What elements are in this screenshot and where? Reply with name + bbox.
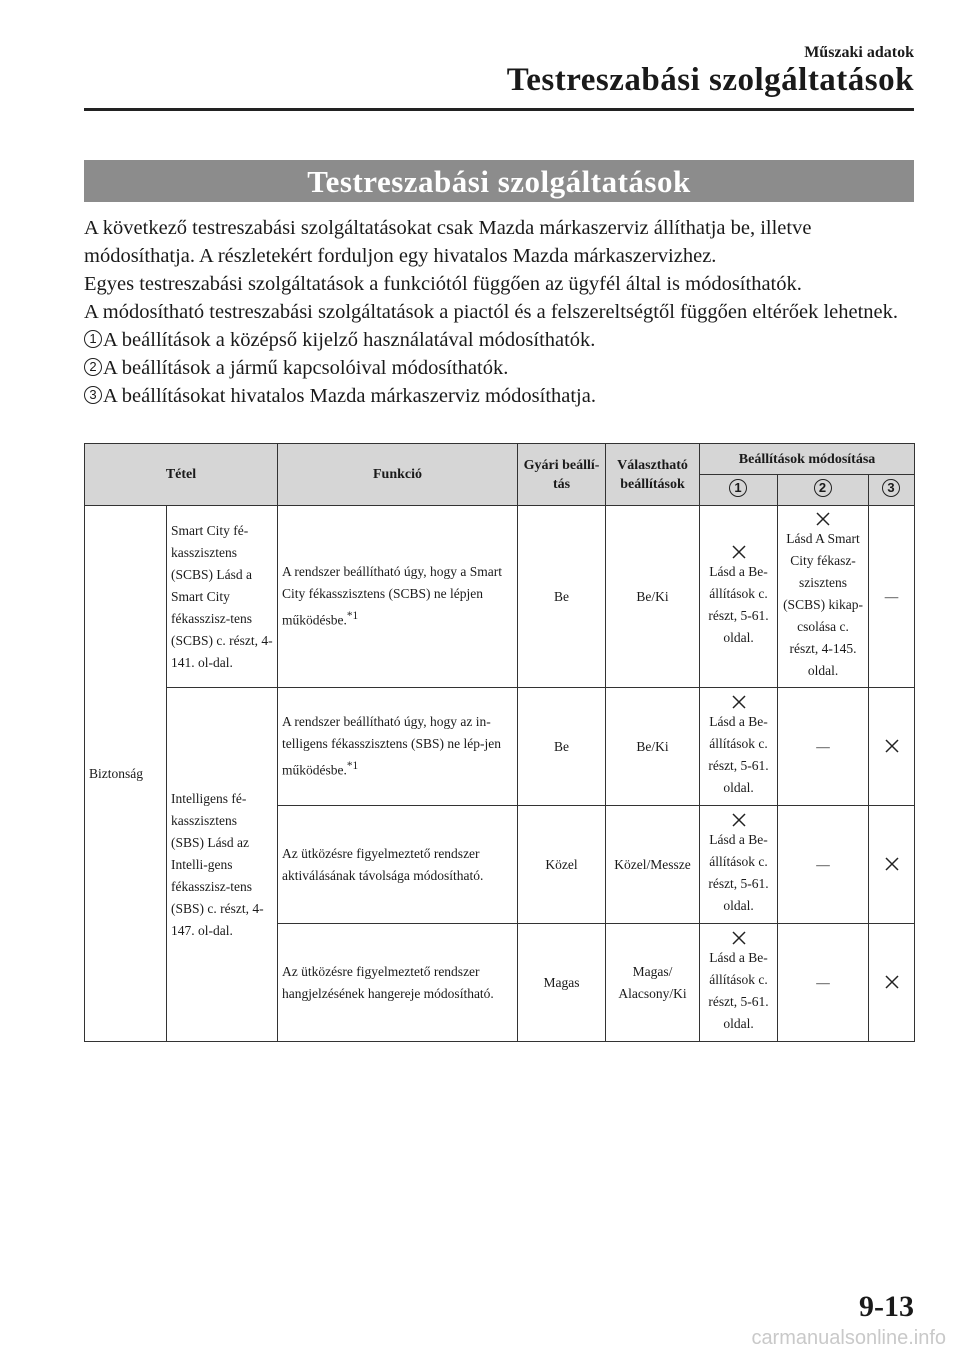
page-number: 9-13 <box>859 1290 914 1323</box>
legend-text: A beállítások a jármű kapcsolóival módosíthatók. <box>103 357 509 379</box>
cross-icon <box>732 695 746 709</box>
selectable-cell: Be/Ki <box>606 506 700 688</box>
legend-item-2 <box>84 354 914 382</box>
header-factory-setting: Gyári beállí-tás <box>518 444 606 506</box>
change-cell-3 <box>869 806 915 924</box>
factory-cell: Be <box>518 506 606 688</box>
factory-cell: Közel <box>518 806 606 924</box>
section-label: Műszaki adatok <box>804 44 914 61</box>
function-cell: Az ütközésre figyelmeztető rendszer hangjelzésének hangereje módosítható. <box>278 924 518 1042</box>
table-row <box>85 688 915 806</box>
header-setting-change: Beállítások módosítása <box>700 444 915 475</box>
change-cell-1: Lásd a Be-állítások c. részt, 5-61. oldal. <box>700 688 778 806</box>
function-cell: A rendszer beállítható úgy, hogy az in-telligens fékasszisztens (SBS) ne lép-jen működésbe.$^{*1}$ <box>278 688 518 806</box>
settings-table <box>84 443 915 1042</box>
section-banner: Testreszabási szolgáltatások <box>84 160 914 202</box>
item-cell: Smart City fé-kasszisztens (SCBS) Lásd a Smart City fékasszisz-tens (SCBS) c. részt, 4-141. ol-dal. <box>167 506 278 688</box>
change-cell-1: Lásd a Be-állítások c. részt, 5-61. oldal. <box>700 506 778 688</box>
legend-item-1 <box>84 326 914 354</box>
legend-text: A beállításokat hivatalos Mazda márkaszerviz módosíthatja. <box>103 385 596 407</box>
circled-number-icon: 1 <box>84 330 102 348</box>
change-cell-1: Lásd a Be-állítások c. részt, 5-61. oldal. <box>700 924 778 1042</box>
function-cell: A rendszer beállítható úgy, hogy a Smart City fékasszisztens (SCBS) ne lépjen működésbe.$^{*1}$ <box>278 506 518 688</box>
header-rule <box>84 108 914 111</box>
change-cell-3: — <box>869 506 915 688</box>
circled-number-icon: 1 <box>729 479 747 497</box>
circled-number-icon: 2 <box>84 358 102 376</box>
intro-paragraph: A következő testreszabási szolgáltatásokat csak Mazda márkaszerviz állíthatja be, illetve módosíthatja. A részletekért forduljon egy hivatalos Mazda márkaszervizhez. <box>84 217 812 267</box>
intro-paragraph: Egyes testreszabási szolgáltatások a funkciótól függően az ügyfél által is módosíthatók. <box>84 273 802 295</box>
factory-cell: Magas <box>518 924 606 1042</box>
function-cell: Az ütközésre figyelmeztető rendszer aktiválásának távolsága módosítható. <box>278 806 518 924</box>
header-selectable-settings: Választható beállítások <box>606 444 700 506</box>
legend-item-3 <box>84 382 914 410</box>
cross-icon <box>732 931 746 945</box>
change-cell-1: Lásd a Be-állítások c. részt, 5-61. oldal. <box>700 806 778 924</box>
page-title: Testreszabási szolgáltatások <box>506 62 914 98</box>
intro-text <box>84 214 914 410</box>
circled-number-icon: 3 <box>882 479 900 497</box>
category-cell: Biztonság <box>85 506 167 1042</box>
cross-icon <box>732 545 746 559</box>
factory-cell: Be <box>518 688 606 806</box>
cross-icon <box>885 857 899 871</box>
header-col-3 <box>869 475 915 506</box>
circled-number-icon: 2 <box>814 479 832 497</box>
selectable-cell: Magas/ Alacsony/Ki <box>606 924 700 1042</box>
legend-text: A beállítások a középső kijelző használatával módosíthatók. <box>103 329 596 351</box>
cross-icon <box>885 739 899 753</box>
intro-paragraph: A módosítható testreszabási szolgáltatások a piactól és a felszereltségtől függően eltérőek lehetnek. <box>84 301 899 323</box>
header-col-2 <box>778 475 869 506</box>
change-cell-3 <box>869 688 915 806</box>
table-header-row <box>85 444 915 475</box>
item-cell: Intelligens fé-kasszisztens (SBS) Lásd az Intelli-gens fékasszisz-tens (SBS) c. részt, 4-147. ol-dal. <box>167 688 278 1042</box>
table-row <box>85 506 915 688</box>
selectable-cell: Be/Ki <box>606 688 700 806</box>
header-item: Tétel <box>85 444 278 506</box>
circled-number-icon: 3 <box>84 386 102 404</box>
header-col-1 <box>700 475 778 506</box>
change-cell-2: — <box>778 924 869 1042</box>
change-cell-2: — <box>778 806 869 924</box>
watermark: carmanualsonline.info <box>751 1327 946 1349</box>
change-cell-2: — <box>778 688 869 806</box>
change-cell-3 <box>869 924 915 1042</box>
change-cell-2: Lásd A Smart City fékasz-szisztens (SCBS) kikap-csolása c. részt, 4-145. oldal. <box>778 506 869 688</box>
cross-icon <box>816 512 830 526</box>
cross-icon <box>732 813 746 827</box>
selectable-cell: Közel/Messze <box>606 806 700 924</box>
cross-icon <box>885 975 899 989</box>
header-function: Funkció <box>278 444 518 506</box>
